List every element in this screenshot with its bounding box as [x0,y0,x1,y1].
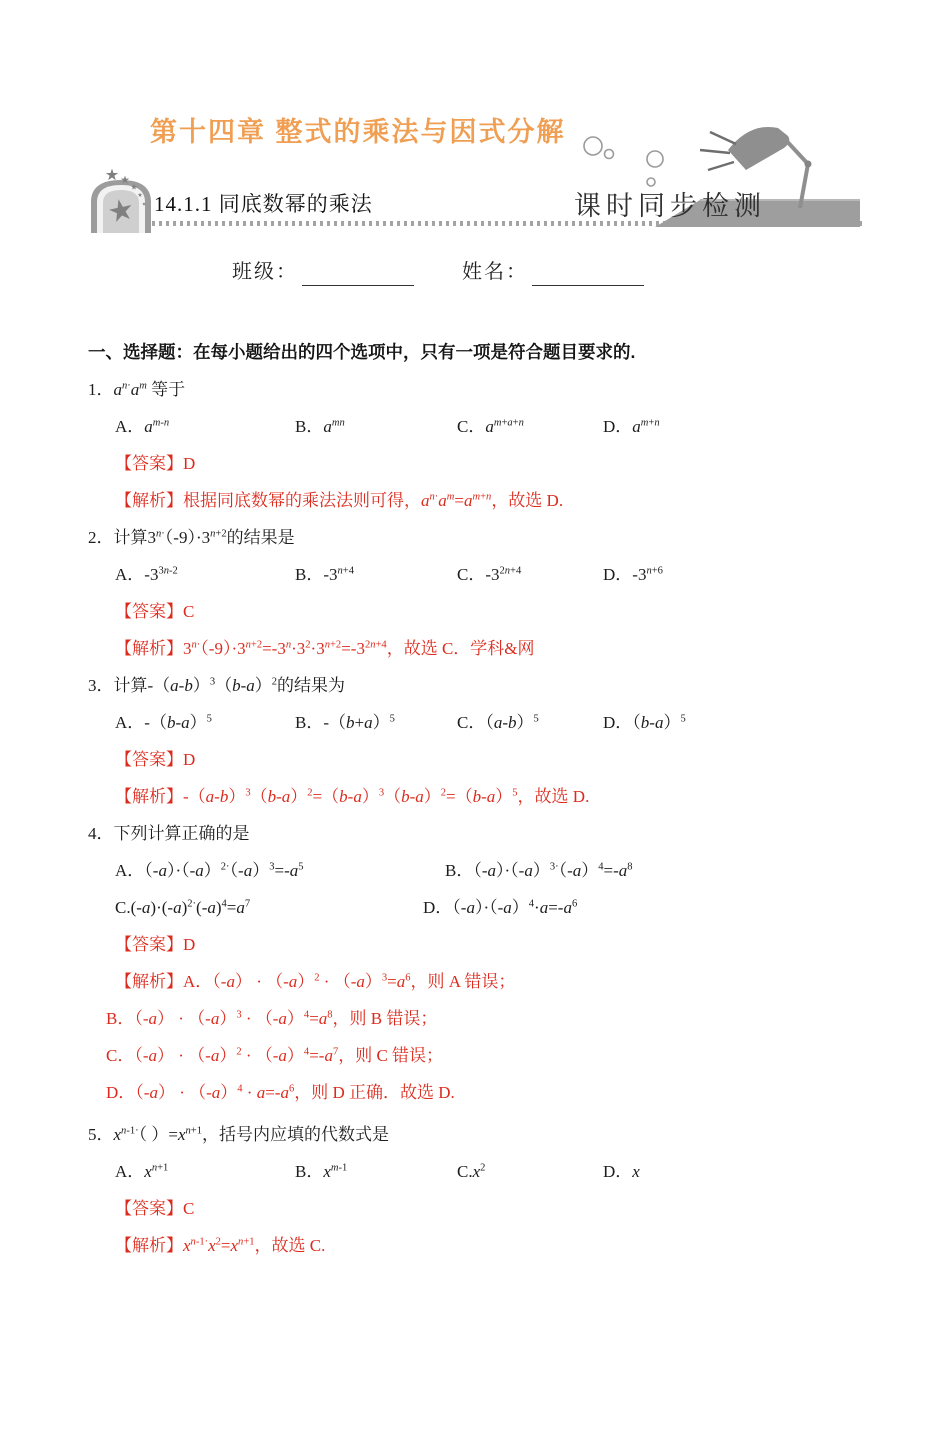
questions-area [88,371,950,1264]
question-5 [88,1116,950,1264]
option-d: D．$(b-a)^5$ [603,713,686,732]
question-stem: 3．计算$-(a-b)^3(b-a)^2$的结果为 [88,676,346,695]
answer-line: 【答案】D [115,935,196,954]
options-row [88,1153,950,1190]
question-4 [88,815,950,1111]
student-info-line [232,258,950,286]
question-stem: 1．$a^{n\cdot}a^m$ 等于 [88,380,186,399]
analysis-line-a: 【解析】A．$(-a) \cdot (-a)^2 \cdot (-a)^3=a^6$，则 A 错误； [115,972,516,991]
analysis-line: 【解析】$x^{n-1\cdot}x^2=x^{n+1}$，故选 C. [115,1236,326,1255]
options-row [88,889,950,926]
options-row [88,408,950,445]
option-b: B．$x^{m-1}$ [295,1162,348,1181]
question-stem: 4．下列计算正确的是 [88,824,250,843]
option-a: A．$-3^{3n-2}$ [115,565,178,584]
analysis-line: 【解析】$-(a-b)^3(b-a)^2=(b-a)^3(b-a)^2=(b-a)^5$，故选 D. [115,787,590,806]
option-b: B．$(-a)\cdot(-a)^{3\cdot}(-a)^4=-a^8$ [445,861,633,880]
answer-line: 【答案】D [115,454,196,473]
option-c: C．$(a-b)^5$ [457,713,539,732]
options-row [88,852,950,889]
option-b: B．$-3^{n+4}$ [295,565,354,584]
analysis-line: 【解析】根据同底数幂的乘法法则可得，$a^{n\cdot}a^m=a^{m+n}$，故选 D. [115,491,564,510]
class-label: 班级： [232,261,298,283]
star-stamp-icon [88,168,158,234]
analysis-line-b: B．$(-a) \cdot (-a)^3 \cdot (-a)^4=a^8$，则 B 错误； [106,1009,438,1028]
header-banner [88,162,874,238]
option-a: A．$-(b-a)^5$ [115,713,212,732]
question-1 [88,371,950,519]
option-d: D．$(-a)\cdot(-a)^4\cdot a=-a^6$ [423,898,578,917]
option-c: $C.(-a)\cdot(-a)^{2\cdot}(-a)^4=a^7$ [115,898,251,917]
section-title: 14.1.1 同底数幂的乘法 [154,192,373,216]
option-c: $C.x^2$ [457,1162,486,1181]
class-blank [302,265,414,286]
options-row [88,556,950,593]
option-d: D．$a^{m+n}$ [603,417,660,436]
analysis-line-d: D．$(-a) \cdot (-a)^4 \cdot a=-a^6$，则 D 正确．故选 D. [106,1083,455,1102]
answer-line: 【答案】D [115,750,196,769]
answer-line: 【答案】C [115,602,195,621]
question-stem: 5．$x^{n-1\cdot}$（ ）$=x^{n+1}$，括号内应填的代数式是 [88,1125,389,1144]
question-2 [88,519,950,667]
name-blank [532,265,644,286]
name-label: 姓名： [462,261,528,283]
options-row [88,704,950,741]
analysis-line-c: C．$(-a) \cdot (-a)^2 \cdot (-a)^4=-a^7$，则 C 错误； [106,1046,444,1065]
option-b: B．$a^{mn}$ [295,417,345,436]
option-a: A．$x^{n+1}$ [115,1162,169,1181]
question-stem: 2．计算$3^{n\cdot}(-9)\cdot 3^{n+2}$的结果是 [88,528,295,547]
option-b: B．$-(b+a)^5$ [295,713,395,732]
option-c: C．$a^{m+a+n}$ [457,417,524,436]
option-a: A．$(-a)\cdot(-a)^{2\cdot}(-a)^3=-a^5$ [115,861,304,880]
section-heading: 一、选择题：在每小题给出的四个选项中，只有一项是符合题目要求的. [88,342,636,362]
answer-line: 【答案】C [115,1199,195,1218]
question-3 [88,667,950,815]
option-d: D．x [603,1162,640,1181]
chapter-title: 第十四章 整式的乘法与因式分解 [150,117,566,147]
banner-label: 课时同步检测 [574,191,766,221]
analysis-line: 【解析】$3^{n\cdot}(-9)\cdot 3^{n+2}=-3^n\cdot 3^2\cdot 3^{n+2}=-3^{2n+4}$，故选 C．学科&网 [115,639,535,658]
option-d: D．$-3^{n+6}$ [603,565,663,584]
option-a: A．$a^{m-n}$ [115,417,170,436]
option-c: C．$-3^{2n+4}$ [457,565,522,584]
worksheet-page [0,112,950,1264]
